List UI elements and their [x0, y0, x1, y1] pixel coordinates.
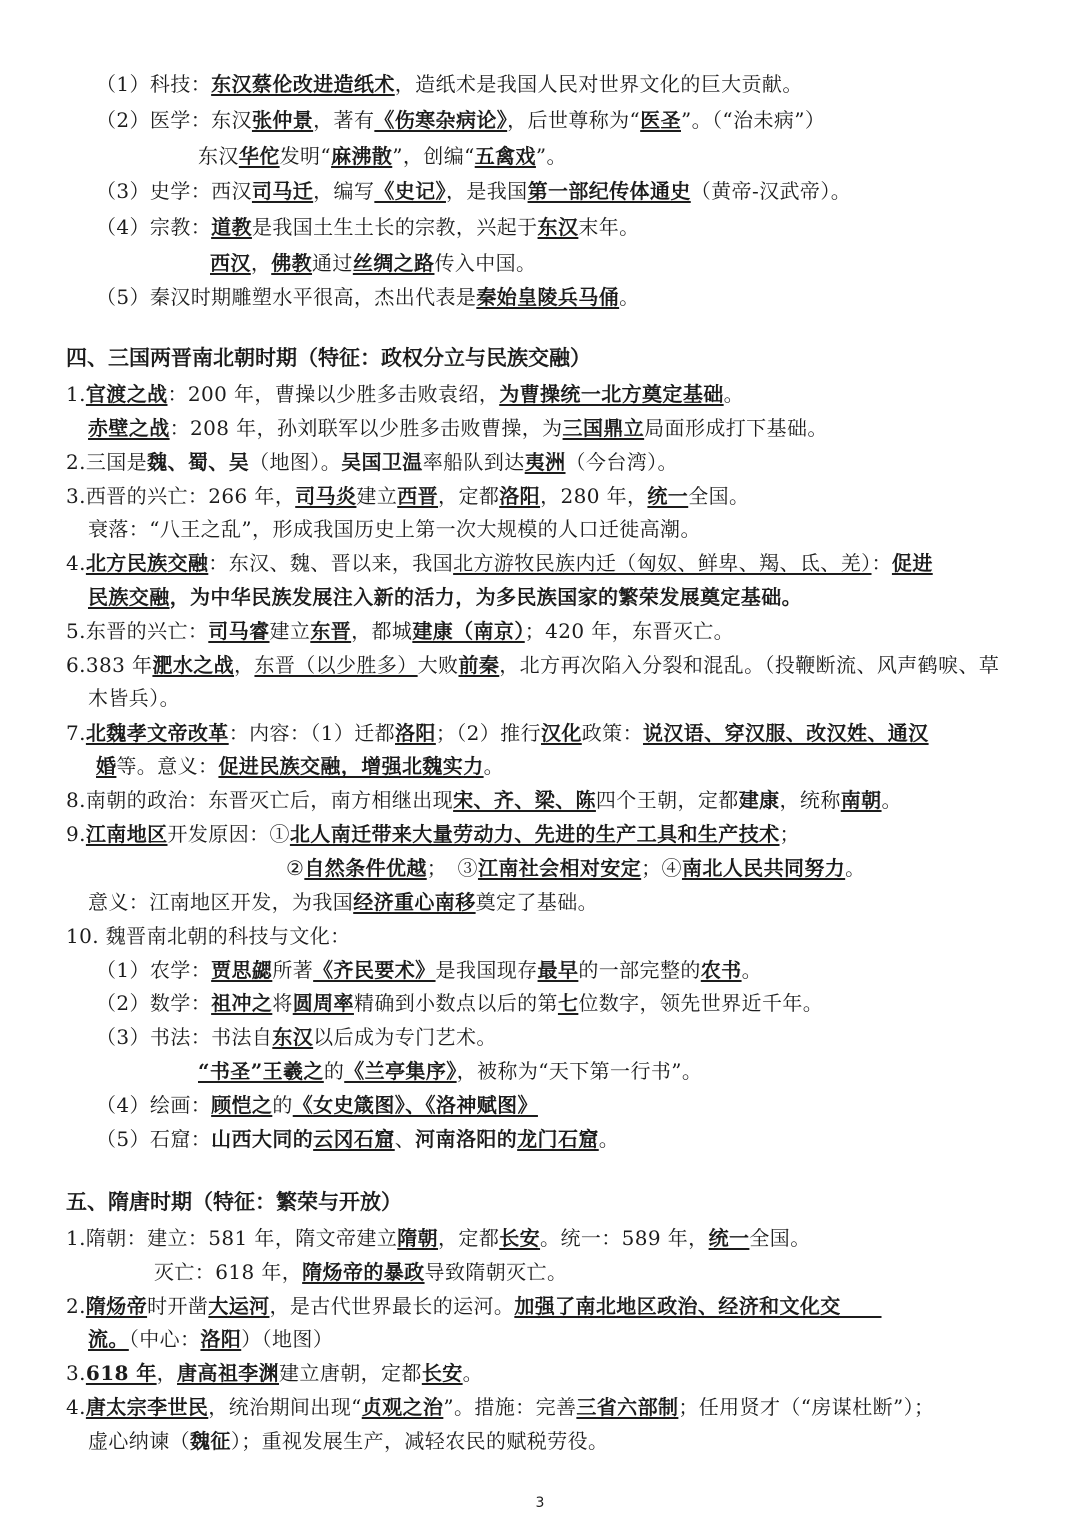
key-term: 《女史箴图》、《洛神赋图》	[292, 1093, 538, 1117]
text-line	[154, 1258, 567, 1286]
key-term: 七	[557, 991, 579, 1015]
key-term: 前秦	[458, 653, 500, 677]
key-term: 龙门石窟	[517, 1127, 599, 1151]
text-segment: ，	[234, 653, 255, 677]
key-term: 官渡之战	[85, 382, 168, 406]
text-line	[66, 719, 929, 747]
text-segment: ，是我国	[445, 179, 528, 203]
key-term: 丝绸之路	[352, 251, 435, 275]
key-term: 最早	[537, 958, 579, 982]
key-term: 司马睿	[208, 619, 270, 643]
key-term: 长安	[421, 1361, 463, 1385]
key-term: 长安	[499, 1226, 541, 1250]
text-segment: 衰落：“八王之乱”，形成我国历史上第一次大规模的人口迁徙高潮。	[88, 517, 701, 541]
key-term: 顾恺之	[211, 1093, 273, 1117]
key-term: 云冈石窟	[313, 1127, 395, 1151]
text-segment: ，统称	[779, 788, 841, 812]
text-segment: 位数字，领先世界近千年。	[578, 991, 824, 1015]
key-term: 促进民族交融，增强北魏实力	[218, 754, 484, 778]
page-number: 3	[535, 1495, 545, 1511]
text-segment: 、	[394, 1127, 416, 1151]
key-term: 洛阳	[395, 721, 436, 745]
text-segment: 的	[272, 1093, 293, 1117]
key-term: 宋、齐、梁、陈	[453, 788, 596, 812]
text-segment: 发明“	[279, 144, 332, 168]
text-segment: 是我国土生土长的宗教，兴起于	[251, 215, 538, 239]
text-line	[66, 1393, 934, 1421]
section-heading-4: 四、三国两晋南北朝时期（特征：政权分立与民族交融）	[66, 346, 591, 370]
key-term: 秦始皇陵兵马俑	[476, 285, 620, 309]
key-term: 司马炎	[295, 484, 357, 508]
text-segment: （地图）。	[249, 450, 342, 474]
text-line	[88, 888, 598, 916]
text-line	[66, 820, 800, 848]
text-segment: ，后世尊称为“	[507, 108, 641, 132]
text-segment: 传入中国。	[434, 251, 537, 275]
key-term: 北魏孝文帝改革	[85, 721, 229, 745]
text-segment: 的	[323, 1059, 345, 1083]
text-segment: ，	[156, 1361, 178, 1385]
text-segment: 全国。	[688, 484, 750, 508]
text-segment: 大败	[417, 653, 459, 677]
text-line	[96, 1091, 538, 1119]
text-segment: （2）数学：	[96, 991, 212, 1015]
text-line	[66, 922, 351, 950]
text-line	[66, 786, 902, 814]
text-segment: 末年。	[578, 215, 640, 239]
key-term: 隋朝	[397, 1226, 439, 1250]
key-term: 淝水之战	[152, 653, 235, 677]
key-term: 民族交融	[88, 585, 170, 609]
text-segment: ，北方再次陷入分裂和混乱。（投鞭断流、风声鹤唳、草	[499, 653, 1000, 677]
key-term: 隋炀帝	[85, 1294, 148, 1318]
text-line	[66, 448, 678, 476]
key-term: 司马迁	[251, 179, 314, 203]
text-segment: ；420 年，东晋灭亡。	[524, 619, 735, 643]
text-line	[210, 249, 536, 277]
text-segment: （黄帝-汉武帝）。	[690, 179, 852, 203]
text-segment: 意义：江南地区开发，为我国	[88, 890, 354, 914]
text-segment: （4）绘画：	[96, 1093, 212, 1117]
text-segment: 率船队到达	[422, 450, 525, 474]
key-term: 加强了南北地区政治、经济和文化交	[514, 1294, 882, 1318]
text-line	[96, 1125, 619, 1153]
text-line	[198, 142, 567, 170]
text-segment: 河南洛阳的	[415, 1127, 518, 1151]
text-line	[96, 1023, 497, 1051]
text-segment: ）；重视发展生产，减轻农民的赋税劳役。	[230, 1429, 609, 1453]
text-segment: ：	[871, 551, 892, 575]
text-segment: 。	[845, 856, 866, 880]
text-segment: 3.	[66, 1361, 86, 1385]
text-segment: ，定都	[438, 1226, 500, 1250]
text-segment: 东汉	[198, 144, 239, 168]
key-term: 统一	[708, 1226, 750, 1250]
text-segment: 6.383 年	[66, 653, 153, 677]
key-term: 三省六部制	[576, 1395, 679, 1419]
key-term: 洛阳	[200, 1327, 242, 1351]
key-term: 《伤寒杂病论》	[374, 108, 508, 132]
text-segment: 3.西晋的兴亡：266 年，	[66, 484, 296, 508]
text-line	[96, 213, 640, 241]
key-term: 北方游牧民族内迁（匈奴、鲜卑、羯、氐、羌）	[453, 551, 872, 575]
text-segment: （中心：	[128, 1327, 201, 1351]
text-segment: ”。（“治未病”）	[681, 108, 826, 132]
text-segment: 。	[462, 1361, 484, 1385]
key-term: 北方民族交融	[85, 551, 209, 575]
text-line	[96, 177, 851, 205]
text-segment: 四个王朝，定都	[595, 788, 739, 812]
text-segment: ；任用贤才（“房谋杜断”）；	[678, 1395, 935, 1419]
section-heading-5: 五、隋唐时期（特征：繁荣与开放）	[66, 1190, 402, 1214]
text-segment: ，为中华民族发展注入新的活力，为多民族国家的繁荣发展奠定基础。	[169, 585, 803, 609]
key-term: 江南社会相对安定	[477, 856, 642, 880]
text-segment: 2.三国是	[66, 450, 148, 474]
text-segment: 2.	[66, 1294, 86, 1318]
text-line	[88, 1325, 333, 1353]
text-segment: 7.	[66, 721, 86, 745]
text-segment: ，	[250, 251, 272, 275]
text-segment: ，被称为“天下第一行书”。	[456, 1059, 703, 1083]
key-term: 祖冲之	[211, 991, 273, 1015]
text-line	[96, 989, 823, 1017]
key-term: 三国鼎立	[562, 416, 645, 440]
text-segment: 开发原因：①	[167, 822, 290, 846]
key-term: 大运河	[208, 1294, 270, 1318]
text-segment: ；④	[641, 856, 682, 880]
key-term: 贾思勰	[211, 958, 273, 982]
text-segment: ，统治期间出现“	[208, 1395, 362, 1419]
text-line	[88, 1427, 608, 1455]
text-segment: 时开凿	[147, 1294, 209, 1318]
text-segment: ； ③	[426, 856, 478, 880]
text-line	[66, 1224, 811, 1252]
text-segment: 建立	[269, 619, 311, 643]
key-term: 张仲景	[251, 108, 314, 132]
text-segment: 。统一：589 年，	[540, 1226, 709, 1250]
text-segment: ）（地图）	[241, 1327, 334, 1351]
text-segment: 精确到小数点以后的第	[353, 991, 558, 1015]
key-term: 建康（南京）	[412, 619, 525, 643]
key-term: 医圣	[640, 108, 681, 132]
text-line	[88, 515, 701, 543]
key-term: 《兰亭集序》	[344, 1059, 457, 1083]
key-term: 佛教	[271, 251, 313, 275]
key-term: 自然条件优越	[304, 856, 427, 880]
text-segment: （4）宗教：	[96, 215, 212, 239]
text-segment: ；（2）推行	[435, 721, 541, 745]
text-segment: ，著有	[313, 108, 375, 132]
key-term: 经济重心南移	[353, 890, 476, 914]
text-segment: 是我国现存	[435, 958, 538, 982]
text-segment: 1.	[66, 382, 86, 406]
text-segment: ：200 年，曹操以少胜多击败袁绍，	[167, 382, 500, 406]
text-segment: ，造纸术是我国人民对世界文化的巨大贡献。	[394, 72, 803, 96]
text-segment: 建立	[356, 484, 398, 508]
text-segment: 通过	[312, 251, 353, 275]
text-segment: ：208 年，孙刘联军以少胜多击败曹操，为	[169, 416, 563, 440]
text-line	[96, 956, 762, 984]
key-term: 为曹操统一北方奠定基础	[499, 382, 724, 406]
text-segment: 奠定了基础。	[475, 890, 599, 914]
key-term: 江南地区	[85, 822, 168, 846]
text-segment: （3）史学：西汉	[96, 179, 252, 203]
key-term: 汉化	[540, 721, 582, 745]
key-term: 南朝	[840, 788, 882, 812]
text-segment: ”，创编“	[392, 144, 475, 168]
text-line	[66, 1292, 882, 1320]
key-term: 洛阳	[499, 484, 541, 508]
key-term: 《齐民要术》	[313, 958, 436, 982]
text-line	[88, 583, 802, 611]
text-segment: 4.	[66, 1395, 86, 1419]
text-segment: ，都城	[351, 619, 413, 643]
text-segment: ：内容：（1）迁都	[228, 721, 396, 745]
key-term: 东晋（以少胜多）	[254, 653, 418, 677]
text-line	[66, 549, 933, 577]
key-term: 麻沸散	[331, 144, 393, 168]
text-segment: 。	[483, 754, 505, 778]
text-segment: 全国。	[749, 1226, 811, 1250]
text-segment: 5.东晋的兴亡：	[66, 619, 209, 643]
key-term: 统一	[647, 484, 689, 508]
text-segment: 木皆兵）。	[88, 686, 180, 710]
text-segment: 。	[881, 788, 902, 812]
text-line	[66, 1359, 483, 1387]
key-term: 五禽戏	[474, 144, 536, 168]
text-line	[88, 414, 828, 442]
text-segment: 建康	[738, 788, 780, 812]
text-segment: 9.	[66, 822, 86, 846]
text-line	[96, 106, 825, 134]
key-term: 618 年	[85, 1361, 157, 1385]
text-segment: 等。意义：	[116, 754, 219, 778]
key-term: 农书	[700, 958, 742, 982]
text-segment: 魏征	[190, 1429, 231, 1453]
key-term: 流。	[88, 1327, 129, 1351]
text-segment: （5）石窟：	[96, 1127, 212, 1151]
text-segment: （3）书法：书法自	[96, 1025, 273, 1049]
text-segment: ”。	[535, 144, 567, 168]
text-segment: ，是古代世界最长的运河。	[269, 1294, 515, 1318]
text-line	[66, 380, 744, 408]
text-segment: 导致隋朝灭亡。	[424, 1260, 568, 1284]
text-segment: ，定都	[438, 484, 500, 508]
text-segment: 8.南朝的政治：东晋灭亡后，南方相继出现	[66, 788, 454, 812]
text-segment: （1）科技：	[96, 72, 212, 96]
key-term: 《史记》	[374, 179, 446, 203]
text-segment: 以后成为专门艺术。	[313, 1025, 497, 1049]
key-term: 西晋	[397, 484, 439, 508]
text-segment: 建立唐朝，定都	[279, 1361, 422, 1385]
text-line	[88, 684, 180, 712]
text-line	[198, 1057, 702, 1085]
text-segment: 1.隋朝：建立：581 年，隋文帝建立	[66, 1226, 398, 1250]
text-segment: ，280 年，	[540, 484, 648, 508]
key-term: 婚	[96, 754, 117, 778]
text-segment: 虚心纳谏（	[88, 1429, 190, 1453]
text-segment: （今台湾）。	[565, 450, 678, 474]
key-term: 圆周率	[292, 991, 354, 1015]
text-segment: 10. 魏晋南北朝的科技与文化：	[66, 924, 351, 948]
key-term: 隋炀帝的暴政	[302, 1260, 425, 1284]
text-line	[286, 854, 866, 882]
key-term: 南北人民共同努力	[681, 856, 846, 880]
text-segment: 局面形成打下基础。	[644, 416, 828, 440]
text-segment: 吴国卫温	[341, 450, 423, 474]
key-term: 夷洲	[524, 450, 566, 474]
text-segment: ②	[286, 856, 305, 880]
key-term: 西汉	[210, 251, 251, 275]
key-term: 华佗	[238, 144, 280, 168]
text-segment: （2）医学：东汉	[96, 108, 252, 132]
key-term: 促进	[891, 551, 933, 575]
text-line	[96, 70, 803, 98]
key-term: 唐太宗李世民	[85, 1395, 209, 1419]
key-term: 东汉蔡伦改进造纸术	[211, 72, 395, 96]
text-line	[66, 651, 999, 679]
key-term: 东汉	[272, 1025, 314, 1049]
text-segment: ”。措施：完善	[443, 1395, 577, 1419]
text-segment: ：东汉、魏、晋以来，我国	[208, 551, 454, 575]
text-segment: 。	[723, 382, 745, 406]
text-line	[66, 482, 749, 510]
text-segment: 。	[741, 958, 762, 982]
text-segment: 政策：	[581, 721, 643, 745]
key-term: 北人南迁带来大量劳动力、先进的生产工具和生产技术	[289, 822, 780, 846]
text-line	[96, 752, 504, 780]
key-term: 东晋	[310, 619, 352, 643]
key-term: 东汉	[537, 215, 579, 239]
text-segment: （1）农学：	[96, 958, 212, 982]
key-term: 赤壁之战	[88, 416, 170, 440]
key-term: 第一部纪传体通史	[527, 179, 691, 203]
text-segment: 。	[598, 1127, 620, 1151]
text-segment: 所著	[272, 958, 314, 982]
text-segment: 魏、蜀、吴	[147, 450, 250, 474]
text-line	[66, 617, 734, 645]
key-term: 贞观之治	[361, 1395, 444, 1419]
text-segment: 的一部完整的	[578, 958, 701, 982]
text-segment: ，编写	[313, 179, 375, 203]
text-segment: 4.	[66, 551, 86, 575]
text-segment: 将	[272, 991, 293, 1015]
text-segment: 山西大同的	[211, 1127, 314, 1151]
key-term: 道教	[211, 215, 252, 239]
text-segment: 灭亡：618 年，	[154, 1260, 303, 1284]
key-term: 唐高祖李渊	[177, 1361, 280, 1385]
text-segment: 。	[619, 285, 640, 309]
text-line	[96, 283, 640, 311]
text-segment: （5）秦汉时期雕塑水平很高，杰出代表是	[96, 285, 477, 309]
key-term: 说汉语、穿汉服、改汉姓、通汉	[642, 721, 929, 745]
key-term: “书圣”王羲之	[198, 1059, 324, 1083]
text-segment: ；	[779, 822, 800, 846]
